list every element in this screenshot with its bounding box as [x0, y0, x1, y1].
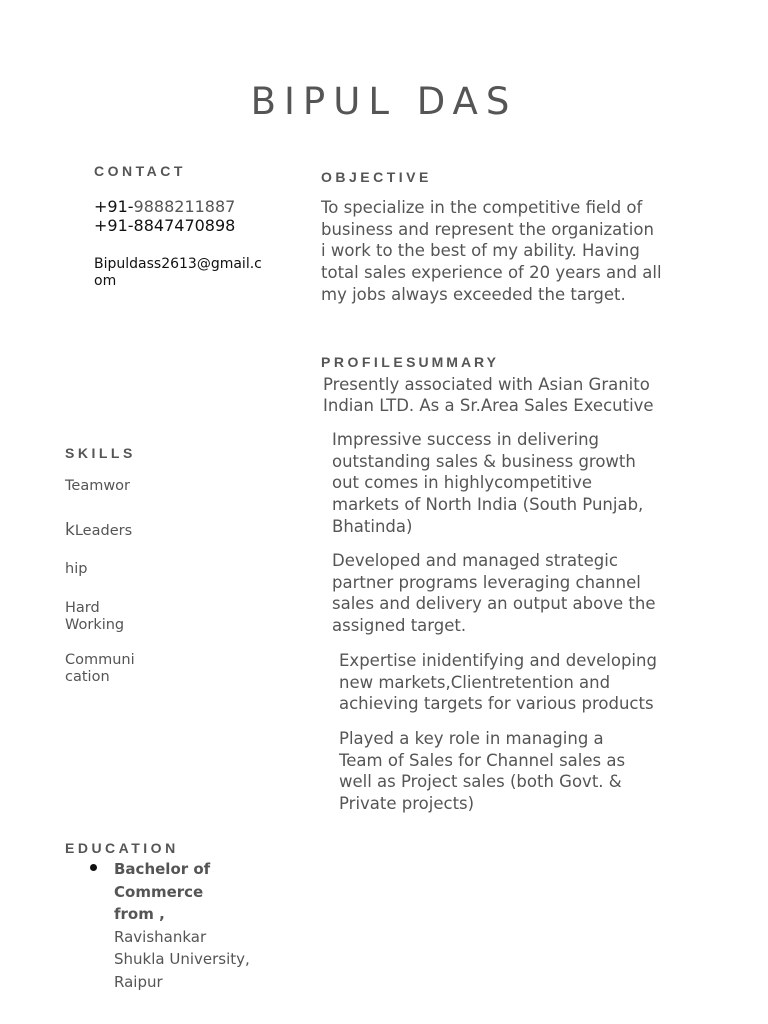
profile-line: Expertise inidentifying and developing [339, 651, 657, 670]
phone-1-prefix: +91- [94, 197, 134, 216]
phone-1-number: 9888211887 [133, 197, 236, 216]
profile-line: partner programs leveraging channel [332, 572, 641, 592]
profile-line: achieving targets for various products [339, 694, 654, 714]
skill-comm-line: cation [65, 669, 110, 685]
education-degree-line: from , [114, 905, 165, 923]
phone-1 [94, 197, 235, 216]
profile-line: Private projects) [339, 794, 475, 814]
education-item [114, 858, 250, 993]
education-school-line: Raipur [114, 972, 163, 991]
profile-paragraph-3 [339, 650, 657, 715]
education-heading: EDUCATION [65, 840, 179, 856]
education-school-line: Ravishankar [114, 927, 207, 946]
profile-heading-part1: PROFILE [321, 354, 407, 370]
profile-line: out comes in highlycompetitive [332, 473, 592, 493]
skill-communication [65, 652, 135, 686]
bullet-icon [90, 864, 97, 871]
profile-line: Team of Sales for Channel sales as [339, 750, 626, 770]
email: Bipuldass2613@gmail.com [94, 256, 262, 289]
skill-hard-line: Hard [65, 600, 100, 616]
education-degree-line: Commerce [114, 882, 204, 901]
objective-heading: OBJECTIVE [321, 169, 432, 185]
skills-heading: SKILLS [65, 445, 136, 461]
skill-teamwork-part2: k [65, 520, 75, 540]
profile-intro-line: Indian LTD. As a Sr.Area Sales Executive [323, 395, 654, 415]
profile-line: Bhatinda) [332, 516, 413, 536]
profile-paragraph-4 [339, 728, 625, 815]
profile-line: new markets,Clientretention and [339, 672, 611, 692]
profile-summary-heading [321, 354, 499, 370]
objective-text [321, 197, 662, 306]
objective-line: To specialize in the competitive field of [321, 198, 643, 217]
profile-line: Played a key role in managing a [339, 729, 604, 748]
profile-intro-line: Presently associated with Asian Granito [323, 375, 650, 394]
profile-line: Developed and managed strategic [332, 551, 618, 570]
skill-leadership-part1: Leaders [74, 523, 133, 539]
education-school-line: Shukla University, [114, 950, 250, 968]
skill-teamwork-part1: Teamwor [65, 478, 131, 494]
profile-line: well as Project sales (both Govt. & [339, 772, 622, 792]
skill-leadership-part2: hip [65, 561, 88, 577]
skill-comm-line: Communi [65, 652, 135, 668]
contact-heading: CONTACT [94, 163, 186, 179]
objective-line: my jobs always exceeded the target. [321, 284, 626, 304]
skill-leadership [65, 520, 132, 541]
profile-line: sales and delivery an output above the [332, 594, 656, 614]
education-degree-line: Bachelor of [114, 860, 211, 878]
profile-line: markets of North India (South Punjab, [332, 495, 644, 515]
profile-line: Impressive success in delivering [332, 430, 600, 449]
objective-line: i work to the best of my ability. Having [321, 241, 640, 261]
profile-line: assigned target. [332, 616, 467, 636]
objective-line: business and represent the organization [321, 219, 654, 239]
skill-hard-working [65, 600, 124, 634]
profile-heading-part2: SUMMARY [406, 354, 499, 370]
profile-paragraph-1 [332, 429, 643, 538]
skill-hard-line: Working [65, 617, 125, 633]
profile-line: outstanding sales & business growth [332, 451, 636, 471]
phone-2: +91-8847470898 [94, 216, 236, 235]
profile-intro [323, 375, 654, 416]
objective-line: total sales experience of 20 years and all [321, 263, 662, 283]
candidate-name: BIPUL DAS [250, 80, 518, 123]
profile-paragraph-2 [332, 550, 655, 637]
